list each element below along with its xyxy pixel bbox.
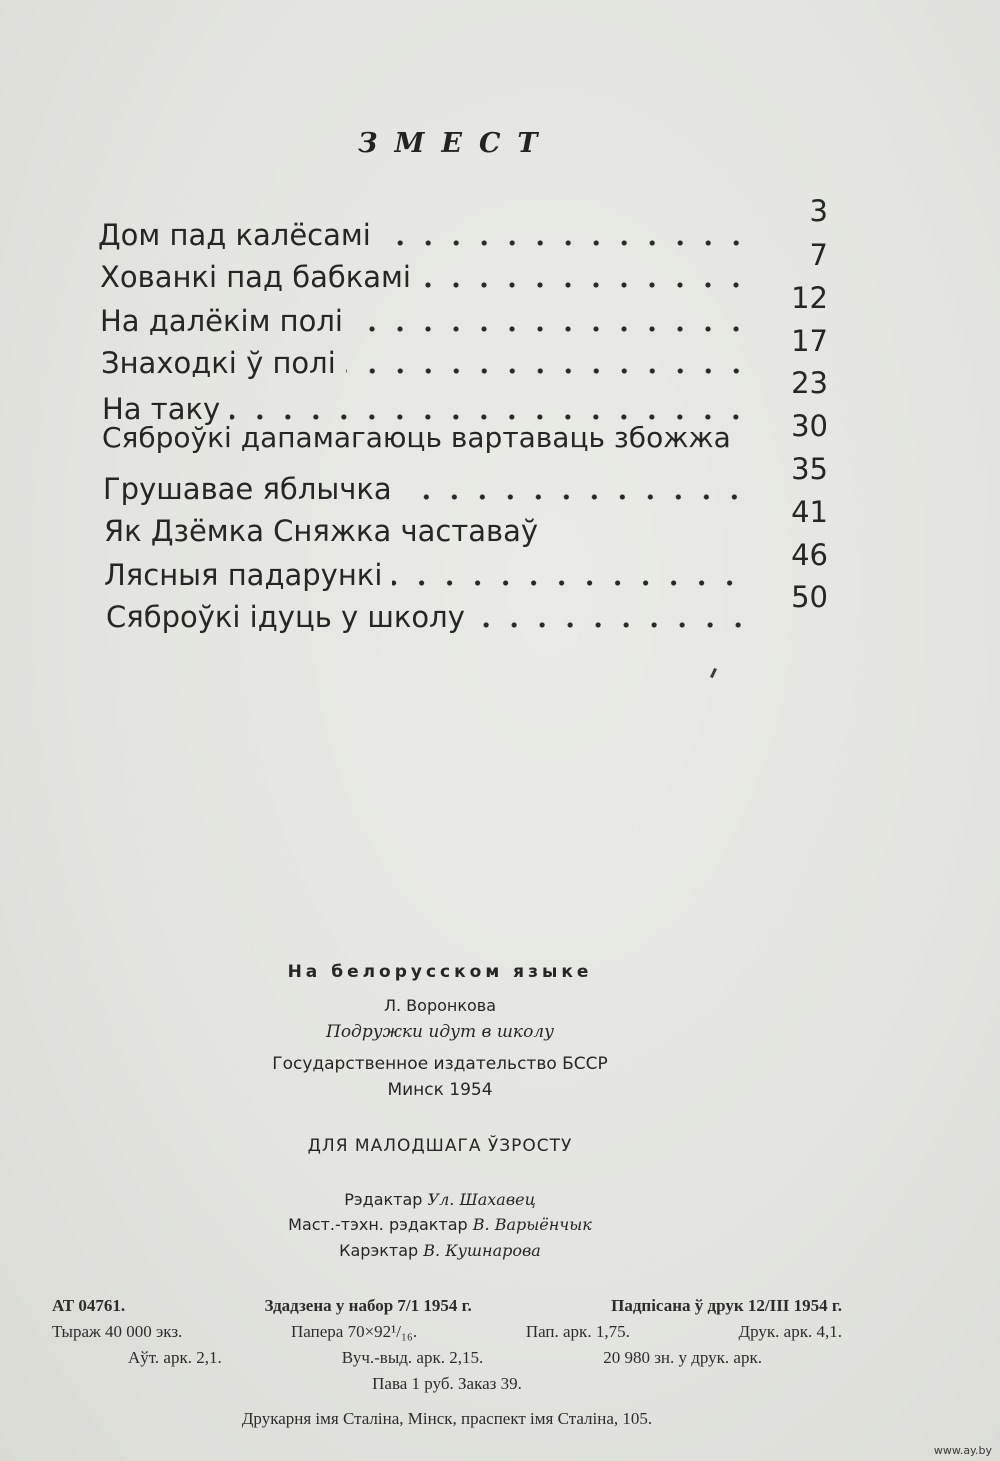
editor-role: Рэдактар: [344, 1190, 423, 1209]
toc-item-label: Лясныя падарункі: [104, 558, 383, 592]
corrector-name: В. Кушнарова: [423, 1241, 541, 1260]
dot-leader: [346, 368, 750, 374]
toc-item: [102, 414, 752, 454]
toc-item-page: 3: [809, 194, 828, 228]
price-order: Пава 1 руб. Заказ 39.: [372, 1374, 522, 1393]
author: Л. Воронкова: [383, 996, 497, 1015]
toc-item-label: Дом пад калёсамі: [98, 218, 371, 252]
print-code: АТ 04761.: [52, 1296, 126, 1315]
editor-name: Ул. Шахавец: [427, 1190, 536, 1209]
chars-per-sheet: 20 980 зн. у друк. арк.: [603, 1348, 762, 1367]
toc-item-label: Хованкі пад бабкамі: [100, 260, 411, 294]
dot-leader: [421, 282, 750, 288]
print-run: Тыраж 40 000 экз.: [52, 1322, 183, 1341]
toc-item-page: 35: [791, 452, 828, 486]
tech-editor-role: Маст.-тэхн. рэдактар: [288, 1215, 468, 1234]
toc-item-page: 30: [791, 409, 828, 443]
dot-leader: [475, 622, 752, 628]
author-sheets: Аўт. арк. 2,1.: [128, 1348, 222, 1367]
typeset-date: Здадзена у набор 7/1 1954 г.: [264, 1296, 472, 1315]
editor-credit: [0, 1190, 880, 1209]
toc-item-label: Грушавае яблычка: [103, 472, 392, 506]
toc-item-label: Як Дзёмка Сняжка частаваў: [104, 514, 539, 548]
toc-item-label: Сяброўкі дапамагаюць вартаваць збожжа: [102, 421, 731, 454]
book-title: Подружки идут в школу: [326, 1022, 554, 1042]
printing-line-2: [52, 1322, 842, 1342]
printing-line-3: [128, 1348, 762, 1368]
printing-line-1: [52, 1296, 842, 1316]
toc-item: [98, 212, 750, 252]
toc-title: ЗМЕСТ: [358, 128, 555, 159]
paper-sheets: Пап. арк. 1,75.: [525, 1322, 630, 1341]
toc-item: [104, 552, 744, 592]
dot-leader: [353, 326, 750, 332]
corrector-role: Карэктар: [339, 1241, 419, 1260]
dot-leader: [381, 240, 750, 246]
paper-format: Папера 70×92¹/₁₆.: [291, 1322, 418, 1341]
toc-item: [100, 298, 750, 338]
toc-item-label: На далёкім полі: [100, 304, 343, 338]
toc-item-label: На таку: [102, 392, 221, 426]
toc-item-page: 17: [791, 324, 828, 358]
site-watermark: www.ay.by: [933, 1444, 992, 1457]
dot-leader: [392, 580, 744, 586]
place-year: Минск 1954: [387, 1080, 493, 1100]
toc-item: [101, 340, 750, 380]
toc-item-label: Сяброўкі ідуць у школу: [106, 600, 465, 634]
publisher: Государственное издательство БССР: [272, 1054, 608, 1074]
toc-item-label: Знаходкі ў полі: [101, 346, 336, 380]
tech-editor-credit: [0, 1215, 880, 1234]
toc-item-page: 7: [809, 238, 828, 272]
toc-item-page: 50: [791, 580, 828, 614]
toc-item-page: 23: [791, 366, 828, 400]
toc-item: [103, 466, 748, 506]
signed-date: Падпісана ў друк 12/III 1954 г.: [611, 1296, 842, 1315]
dot-leader: [402, 494, 748, 500]
toc-item-page: 46: [791, 538, 828, 572]
print-sheets: Друк. арк. 4,1.: [738, 1322, 842, 1341]
toc-item-page: 41: [791, 495, 828, 529]
toc-item: [106, 594, 752, 634]
printing-house: Друкарня імя Сталіна, Мінск, праспект імя Сталіна, 105.: [241, 1409, 653, 1428]
corrector-credit: [0, 1241, 880, 1260]
toc-item: [100, 254, 750, 294]
edu-sheets: Вуч.-выд. арк. 2,15.: [341, 1348, 484, 1367]
age-group: ДЛЯ МАЛОДШАГА ЎЗРОСТУ: [307, 1136, 573, 1156]
print-speck: [710, 668, 717, 678]
dot-leader: [741, 442, 752, 448]
toc-item-page: 12: [791, 281, 828, 315]
language-note: На белорусском языке: [287, 962, 593, 982]
tech-editor-name: В. Варыёнчык: [472, 1215, 592, 1234]
toc-item: [104, 508, 748, 548]
